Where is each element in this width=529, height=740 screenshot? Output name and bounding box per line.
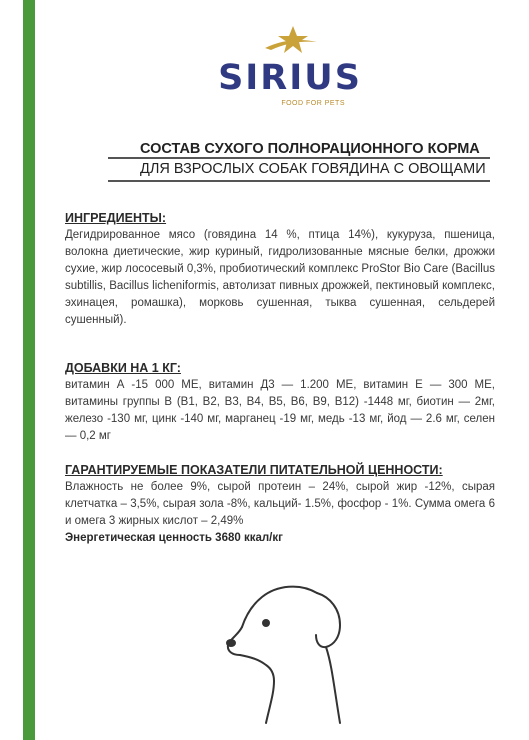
energy-value: Энергетическая ценность 3680 ккал/кг xyxy=(65,532,283,544)
nutrition-heading: ГАРАНТИРУЕМЫЕ ПОКАЗАТЕЛИ ПИТАТЕЛЬНОЙ ЦЕННОСТИ: xyxy=(65,463,443,477)
additives-section xyxy=(65,361,495,445)
ingredients-text: Дегидрированное мясо (говядина 14 %, птица 14%), кукуруза, пшеница, волокна диетические, жир куриный, гидролизованные мясные белки, дрожжи сухие, жир лососевый 0,3%, пробиотический комплекс ProStor Bio Care (Bacillus subtillis, Bacillus licheniformis, автолизат пивных дрожжей, пектиновый комплекс, эхинацея, ромашка), морковь сушенная, тыква сушенная, сельдерей сушенный). xyxy=(65,229,495,326)
ingredients-heading: ИНГРЕДИЕНТЫ: xyxy=(65,211,167,225)
nutrition-text: Влажность не более 9%, сырой протеин – 24%, сырой жир -12%, сырая клетчатка – 3,5%, сырая зола -8%, кальций- 1.5%, фосфор - 1%. Сумма омега 6 и омега 3 жирных кислот – 2,49% xyxy=(65,481,495,527)
ingredients-section xyxy=(65,211,495,329)
star-icon xyxy=(205,22,375,62)
green-side-bar xyxy=(23,0,35,740)
subtitle-divider xyxy=(108,180,490,182)
brand-tagline: FOOD FOR PETS xyxy=(281,100,345,107)
page-subtitle: ДЛЯ ВЗРОСЛЫХ СОБАК ГОВЯДИНА С ОВОЩАМИ xyxy=(140,161,486,177)
additives-text: витамин А -15 000 МЕ, витамин Д3 — 1.200 МЕ, витамин Е — 300 МЕ, витамины группы В (В1, В2, В3, В4, В5, В6, В9, В12) -1448 мг, биотин — 2мг, железо -130 мг, цинк -140 мг, марганец -19 мг, медь -13 мг, йод — 2.6 мг, селен — 0,2 мг xyxy=(65,379,495,442)
page-title: СОСТАВ СУХОГО ПОЛНОРАЦИОННОГО КОРМА xyxy=(140,141,480,157)
nutrition-section xyxy=(65,463,495,547)
title-divider xyxy=(108,157,490,159)
brand-name: SIRIUS xyxy=(218,58,362,98)
additives-heading: ДОБАВКИ НА 1 КГ: xyxy=(65,361,181,375)
dog-illustration xyxy=(222,575,372,735)
brand-logo xyxy=(205,22,375,112)
